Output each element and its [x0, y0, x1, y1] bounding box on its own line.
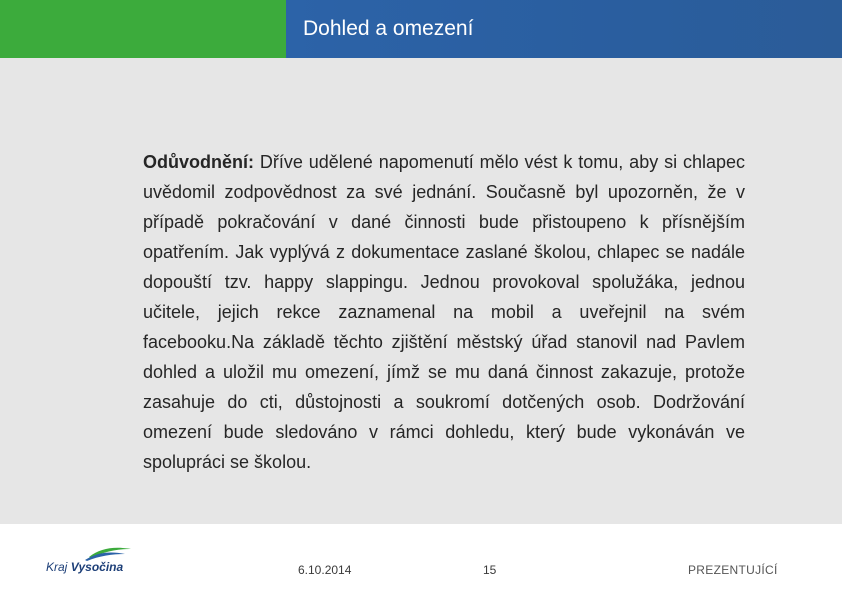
body-lead-label: Odůvodnění:: [143, 152, 254, 172]
footer-date: 6.10.2014: [298, 563, 352, 577]
footer-page-number: 15: [483, 563, 497, 577]
logo-text: Kraj Vysočina: [46, 560, 124, 574]
body-text: Dříve udělené napomenutí mělo vést k tomu, aby si chlapec uvědomil zodpovědnost za své jednání. Současně byl upozorněn, že v případě pokračování v dané činnosti bude přistoupeno k přísnějším opatřením. Jak vyplývá z dokumentace zaslané školou, chlapec se nadále dopouští tzv. happy slappingu. Jednou provokoval spolužáka, jednou učitele, jejich rekce zaznamenal na mobil a uveřejnil na svém facebooku.Na základě těchto zjištění městský úřad stanovil nad Pavlem dohled a uložil mu omezení, jímž se mu daná činnost zakazuje, protože zasahuje do cti, důstojnosti a soukromí dotčených osob. Dodržování omezení bude sledováno v rámci dohledu, který bude vykonáván ve spolupráci se školou.: [143, 152, 745, 472]
slide-title: Dohled a omezení: [303, 17, 474, 40]
body-paragraph: [143, 147, 745, 477]
footer-presenter: PREZENTUJÍCÍ: [688, 563, 778, 577]
header-green-band: [0, 0, 286, 58]
